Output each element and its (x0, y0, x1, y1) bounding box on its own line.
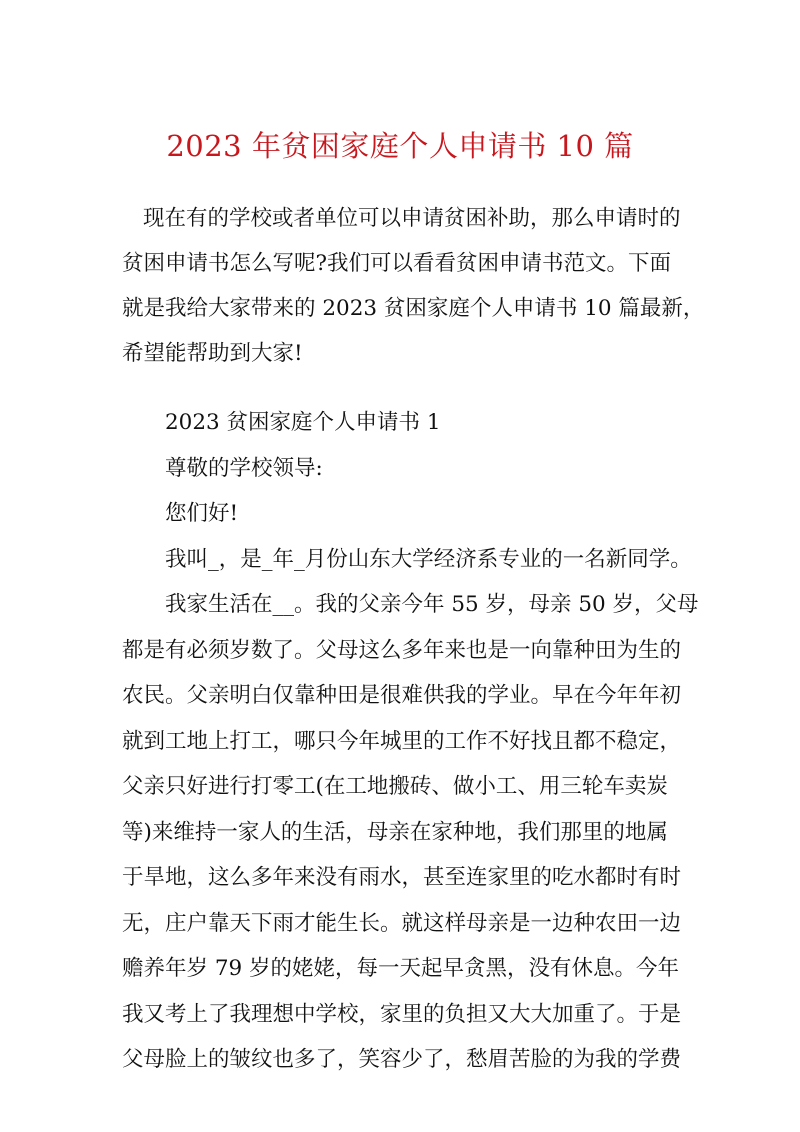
paragraph-line: 赡养年岁 79 岁的姥姥，每一天起早贪黑，没有休息。今年 (122, 956, 680, 981)
paragraph-line: 我叫_，是_年_月份山东大学经济系专业的一名新同学。 (165, 546, 692, 572)
intro-paragraph (122, 196, 705, 376)
paragraph-line: 都是有必须岁数了。父母这么多年来也是一向靠种田为生的 (122, 637, 682, 663)
paragraph-line: 于旱地，这么多年来没有雨水，甚至连家里的吃水都时有时 (122, 865, 682, 890)
intro-line: 希望能帮助到大家! (122, 341, 303, 366)
paragraph-line: 就到工地上打工，哪只今年城里的工作不好找且都不稳定， (122, 728, 682, 754)
intro-line: 就是我给大家带来的 2023 贫困家庭个人申请书 10 篇最新， (122, 296, 705, 321)
paragraph-line: 农民。父亲明白仅靠种田是很难供我的学业。早在今年年初 (122, 683, 682, 708)
paragraph-line: 无，庄户靠天下雨才能生长。就这样母亲是一边种农田一边 (122, 910, 682, 936)
salutation: 尊敬的学校领导: (165, 455, 323, 481)
letter-body (122, 400, 699, 1083)
paragraph-line: 父母脸上的皱纹也多了，笑容少了，愁眉苦脸的为我的学费 (122, 1047, 682, 1072)
paragraph-line: 父亲只好进行打零工(在工地搬砖、做小工、用三轮车卖炭 (122, 774, 668, 799)
paragraph-line: 等)来维持一家人的生活，母亲在家种地，我们那里的地属 (122, 819, 668, 845)
paragraph-line: 我家生活在__。我的父亲今年 55 岁，母亲 50 岁，父母 (165, 592, 699, 617)
document-title: 2023 年贫困家庭个人申请书 10 篇 (166, 129, 634, 163)
intro-line: 现在有的学校或者单位可以申请贫困补助，那么申请时的 (143, 206, 681, 231)
intro-line: 贫困申请书怎么写呢?我们可以看看贫困申请书范文。下面 (122, 251, 672, 276)
section-heading: 2023 贫困家庭个人申请书 1 (165, 410, 441, 435)
greeting: 您们好! (165, 501, 239, 526)
paragraph-line: 我又考上了我理想中学校，家里的负担又大大加重了。于是 (122, 1001, 682, 1027)
